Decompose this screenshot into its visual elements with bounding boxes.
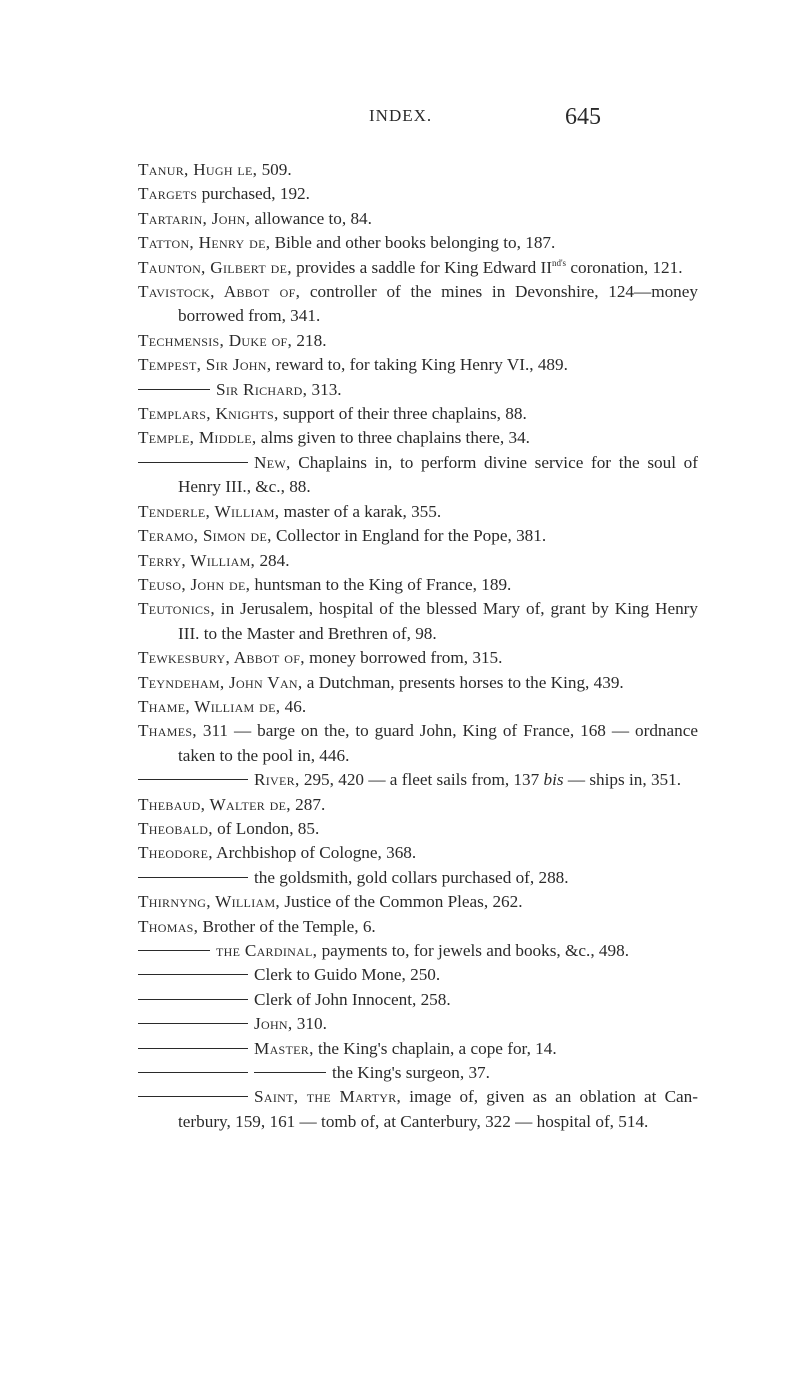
entry-text: master of a karak, 355. xyxy=(279,501,442,521)
entry-text: 310. xyxy=(292,1014,327,1034)
index-entry-tewkesbury xyxy=(138,646,698,670)
entry-text: 218. xyxy=(292,330,327,350)
ditto-dash xyxy=(138,950,210,951)
index-entry-templars xyxy=(138,402,698,426)
entry-head: Tempest, Sir John, xyxy=(138,355,272,375)
index-entry-tartarin xyxy=(138,207,698,231)
index-entry-targets xyxy=(138,182,698,206)
ditto-dash xyxy=(138,462,248,463)
entry-text: Clerk to Guido Mone, 250. xyxy=(254,965,441,985)
index-entry-temple-middle xyxy=(138,426,698,450)
index-entry-techmensis xyxy=(138,329,698,353)
entry-head: Tenderle, William, xyxy=(138,501,280,521)
entry-text: controller of the mines in Devonshire, 124—money borrowed from, 341. xyxy=(178,282,698,326)
entry-text: image of, given as an oblation at Canterbury, 159, 161 — tomb of, at Canterbury, 322 — hospital of, 514. xyxy=(178,1087,698,1131)
index-entry-tatton xyxy=(138,231,698,255)
entry-text: 46. xyxy=(280,696,307,716)
entry-italic: bis xyxy=(543,770,564,790)
index-entry-thomas-master xyxy=(138,1037,698,1061)
ditto-dash xyxy=(138,1023,248,1024)
entry-text: Archbishop of Cologne, 368. xyxy=(212,843,417,863)
entry-head: Saint, the Martyr, xyxy=(254,1087,402,1107)
index-entry-thames xyxy=(138,719,698,768)
index-entry-thomas-saint xyxy=(138,1085,698,1134)
entry-text: money borrowed from, 315. xyxy=(304,648,503,668)
index-entry-thames-river xyxy=(138,768,698,792)
index-entry-tanur xyxy=(138,158,698,182)
entry-head: John, xyxy=(254,1014,293,1034)
entry-text: 311 — barge on the, to guard John, King of France, 168 — ordnance taken to the pool in, 446. xyxy=(178,721,698,765)
entry-text: Clerk of John Innocent, 258. xyxy=(254,989,451,1009)
index-list xyxy=(138,158,698,1134)
index-entry-teyndeham xyxy=(138,671,698,695)
entry-head: Thebaud, Walter de, xyxy=(138,794,291,814)
entry-text: the goldsmith, gold collars purchased of, 288. xyxy=(254,867,569,887)
entry-head: Techmensis, Duke of, xyxy=(138,330,293,350)
entry-head: Tavistock, Abbot of, xyxy=(138,282,301,302)
entry-head: Temple, Middle, xyxy=(138,428,257,448)
entry-head: Tewkesbury, Abbot of, xyxy=(138,648,305,668)
entry-head: Teutonics, xyxy=(138,599,215,619)
entry-head: Teuso, John de, xyxy=(138,574,251,594)
index-entry-tempest-john xyxy=(138,353,698,377)
entry-text: purchased, 192. xyxy=(197,184,310,204)
ditto-dash xyxy=(138,1048,248,1049)
index-entry-thirnyng xyxy=(138,890,698,914)
index-entry-tempest-richard xyxy=(138,378,698,402)
index-entry-teramo xyxy=(138,524,698,548)
index-entry-teutonics xyxy=(138,597,698,646)
index-entry-thomas-clerk-mone xyxy=(138,963,698,987)
index-entry-thomas xyxy=(138,915,698,939)
ditto-dash xyxy=(138,999,248,1000)
entry-text: 284. xyxy=(255,550,290,570)
entry-text: the King's surgeon, 37. xyxy=(332,1063,490,1083)
entry-head: Taunton, Gilbert de, xyxy=(138,257,292,277)
entry-head: Thames, xyxy=(138,721,197,741)
entry-text: 509. xyxy=(257,160,292,179)
entry-head: Thame, William de, xyxy=(138,696,281,716)
entry-text: 295, 420 — a fleet sails from, 137 xyxy=(299,770,544,790)
page-number: 645 xyxy=(565,104,601,130)
entry-text: 287. xyxy=(290,794,326,814)
ditto-dash xyxy=(138,1096,248,1097)
index-entry-teuso xyxy=(138,573,698,597)
index-entry-temple-new xyxy=(138,451,698,500)
entry-text: alms given to three chaplains there, 34. xyxy=(256,428,530,448)
ditto-dash xyxy=(138,389,210,390)
entry-head: Terry, William, xyxy=(138,550,256,570)
entry-head: Teramo, Simon de, xyxy=(138,526,272,546)
entry-head: Master, xyxy=(254,1038,314,1058)
index-entry-thebaud xyxy=(138,793,698,817)
entry-head: Tartarin, John, xyxy=(138,208,251,228)
index-entry-tenderle xyxy=(138,500,698,524)
entry-text-cont: coronation, 121. xyxy=(566,257,683,277)
entry-head: Tatton, Henry de, xyxy=(138,233,271,253)
entry-text: 313. xyxy=(307,379,342,399)
entry-text: reward to, for taking King Henry VI., 489. xyxy=(271,355,568,375)
entry-text: of London, 85. xyxy=(212,818,320,838)
entry-head: Thomas, xyxy=(138,916,199,936)
index-entry-terry xyxy=(138,549,698,573)
entry-head: the Cardinal, xyxy=(216,941,318,960)
index-entry-thomas-clerk-innocent xyxy=(138,988,698,1012)
entry-text: in Jerusalem, hospital of the blessed Mary of, grant by King Henry III. to the Master and Brethren of, 98. xyxy=(178,599,698,643)
ditto-dash xyxy=(138,1072,248,1073)
entry-head: Theodore, xyxy=(138,843,213,863)
entry-head: New, xyxy=(254,452,291,472)
entry-text: Justice of the Common Pleas, 262. xyxy=(280,892,523,912)
entry-superscript: nd's xyxy=(551,257,567,268)
entry-text: Chaplains in, to perform divine service for the soul of Henry III., &c., 88. xyxy=(178,452,698,497)
index-entry-thomas-surgeon xyxy=(138,1061,698,1085)
index-entry-theodore-goldsmith xyxy=(138,866,698,890)
index-entry-tavistock xyxy=(138,280,698,329)
index-entry-taunton xyxy=(138,256,698,280)
entry-head: Targets xyxy=(138,184,198,204)
entry-head: Sir Richard, xyxy=(216,379,308,399)
ditto-dash xyxy=(138,779,248,780)
index-entry-thomas-cardinal xyxy=(138,939,698,963)
entry-text: Bible and other books belonging to, 187. xyxy=(270,233,556,253)
entry-text: Collector in England for the Pope, 381. xyxy=(271,526,547,546)
ditto-dash-second xyxy=(254,1072,326,1073)
entry-text: payments to, for jewels and books, &c., 498. xyxy=(317,941,629,960)
entry-head: Thirnyng, William, xyxy=(138,892,281,912)
ditto-dash xyxy=(138,877,248,878)
page-header xyxy=(0,104,800,134)
entry-text: a Dutchman, presents horses to the King, 439. xyxy=(302,672,624,692)
index-entry-thomas-john xyxy=(138,1012,698,1036)
entry-head: Templars, Knights, xyxy=(138,404,279,424)
index-entry-theobald xyxy=(138,817,698,841)
entry-text: provides a saddle for King Edward II xyxy=(291,257,552,277)
entry-text-cont: — ships in, 351. xyxy=(563,770,682,790)
entry-text: the King's chaplain, a cope for, 14. xyxy=(313,1038,557,1058)
entry-text: support of their three chaplains, 88. xyxy=(278,404,527,424)
index-entry-thame xyxy=(138,695,698,719)
running-title: INDEX. xyxy=(369,106,433,125)
index-entry-theodore xyxy=(138,841,698,865)
entry-text: huntsman to the King of France, 189. xyxy=(250,574,512,594)
entry-head: River, xyxy=(254,770,300,790)
entry-head: Teyndeham, John Van, xyxy=(138,672,303,692)
entry-head: Tanur, Hugh le, xyxy=(138,160,258,179)
ditto-dash xyxy=(138,974,248,975)
entry-text: Brother of the Temple, 6. xyxy=(198,916,376,936)
entry-head: Theobald, xyxy=(138,818,213,838)
entry-text: allowance to, 84. xyxy=(250,208,372,228)
